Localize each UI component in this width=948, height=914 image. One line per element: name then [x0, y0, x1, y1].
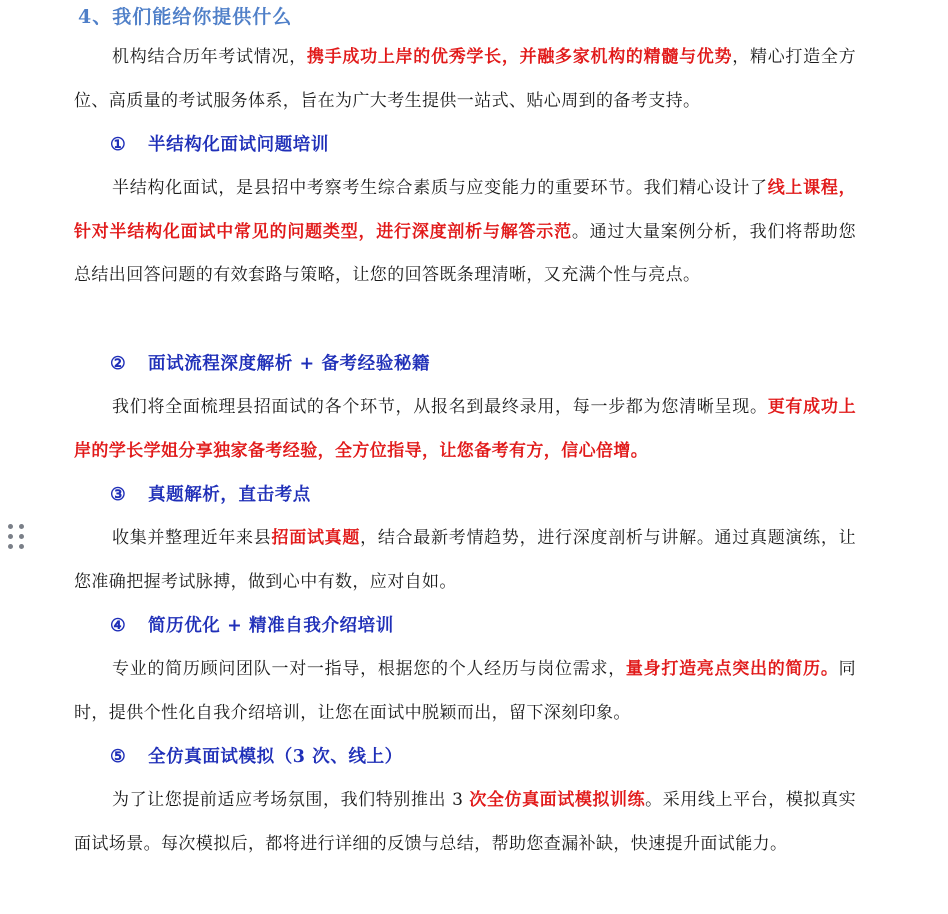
section-2-highlight: 更有成功上岸的学长学姐分享独家备考经验，全方位指导，让您备考有方，信心倍增。: [74, 397, 856, 461]
section-3-highlight: 招面试真题: [271, 528, 361, 548]
section-5-paragraph: [74, 779, 856, 866]
subheading-4-number: ④: [110, 616, 127, 636]
section-3-text-1: 收集并整理近年来县: [112, 528, 272, 548]
handle-dot: [19, 534, 24, 539]
subheading-5: [110, 743, 403, 768]
handle-dot: [8, 534, 13, 539]
subheading-1: [110, 131, 329, 156]
subheading-5-title: 全仿真面试模拟（3 次、线上）: [148, 747, 403, 767]
section-1-paragraph: [74, 167, 856, 298]
section-4-highlight: 量身打造亮点突出的简历。: [625, 659, 839, 679]
section-3-text-2: ，结合最新考情趋势，进行深度剖析与讲解。通过真题演练，让您准确把握考试脉搏，做到心中有数，应对自如。: [74, 528, 856, 592]
subheading-2-title: 面试流程深度解析 + 备考经验秘籍: [148, 354, 431, 374]
subheading-4-title: 简历优化 + 精准自我介绍培训: [148, 616, 394, 636]
subheading-1-title: 半结构化面试问题培训: [148, 135, 329, 155]
subheading-1-number: ①: [110, 135, 127, 155]
intro-highlight: 携手成功上岸的优秀学长，并融多家机构的精髓与优势: [306, 47, 733, 67]
subheading-3: [110, 481, 311, 506]
handle-dot: [19, 524, 24, 529]
handle-dot: [8, 524, 13, 529]
section-5-text-1: 为了让您提前适应考场氛围，我们特别推出 3: [112, 790, 470, 810]
subheading-5-number: ⑤: [110, 747, 127, 767]
subheading-3-number: ③: [110, 485, 127, 505]
intro-text-1: 机构结合历年考试情况，: [112, 47, 307, 67]
section-2-paragraph: [74, 386, 856, 473]
subheading-4: [110, 612, 394, 637]
section-4-paragraph: [74, 648, 856, 735]
section-5-text-2: 。采用线上平台，模拟真实面试场景。每次模拟后，都将进行详细的反馈与总结，帮助您查漏补缺，快速提升面试能力。: [74, 790, 857, 854]
intro-text-2: ，精心打造全方位、高质量的考试服务体系，旨在为广大考生提供一站式、贴心周到的备考支持。: [74, 47, 856, 111]
handle-dot: [8, 544, 13, 549]
section-4-text-1: 专业的简历顾问团队一对一指导，根据您的个人经历与岗位需求，: [112, 659, 626, 679]
section-1-text-1: 半结构化面试，是县招中考察考生综合素质与应变能力的重要环节。我们精心设计了: [112, 178, 768, 198]
section-2-text-1: 我们将全面梳理县招面试的各个环节，从报名到最终录用，每一步都为您清晰呈现。: [112, 397, 768, 417]
section-1-text-2: 。通过大量案例分析，我们将帮助您总结出回答问题的有效套路与策略，让您的回答既条理清晰，又充满个性与亮点。: [74, 221, 856, 286]
drag-handle-icon[interactable]: [8, 524, 26, 552]
section-heading: 4、我们能给你提供什么: [78, 6, 293, 28]
intro-paragraph: [74, 36, 856, 123]
handle-dot: [19, 544, 24, 549]
section-5-highlight: 次全仿真面试模拟训练: [469, 790, 646, 810]
subheading-3-title: 真题解析，直击考点: [148, 485, 311, 505]
section-1-highlight: 线上课程，针对半结构化面试中常见的问题类型，进行深度剖析与解答示范: [74, 178, 856, 242]
subheading-2-number: ②: [110, 354, 127, 374]
section-3-paragraph: [74, 517, 856, 604]
section-4-text-2: 同时，提供个性化自我介绍培训，让您在面试中脱颖而出，留下深刻印象。: [74, 659, 856, 723]
subheading-2: [110, 350, 430, 375]
